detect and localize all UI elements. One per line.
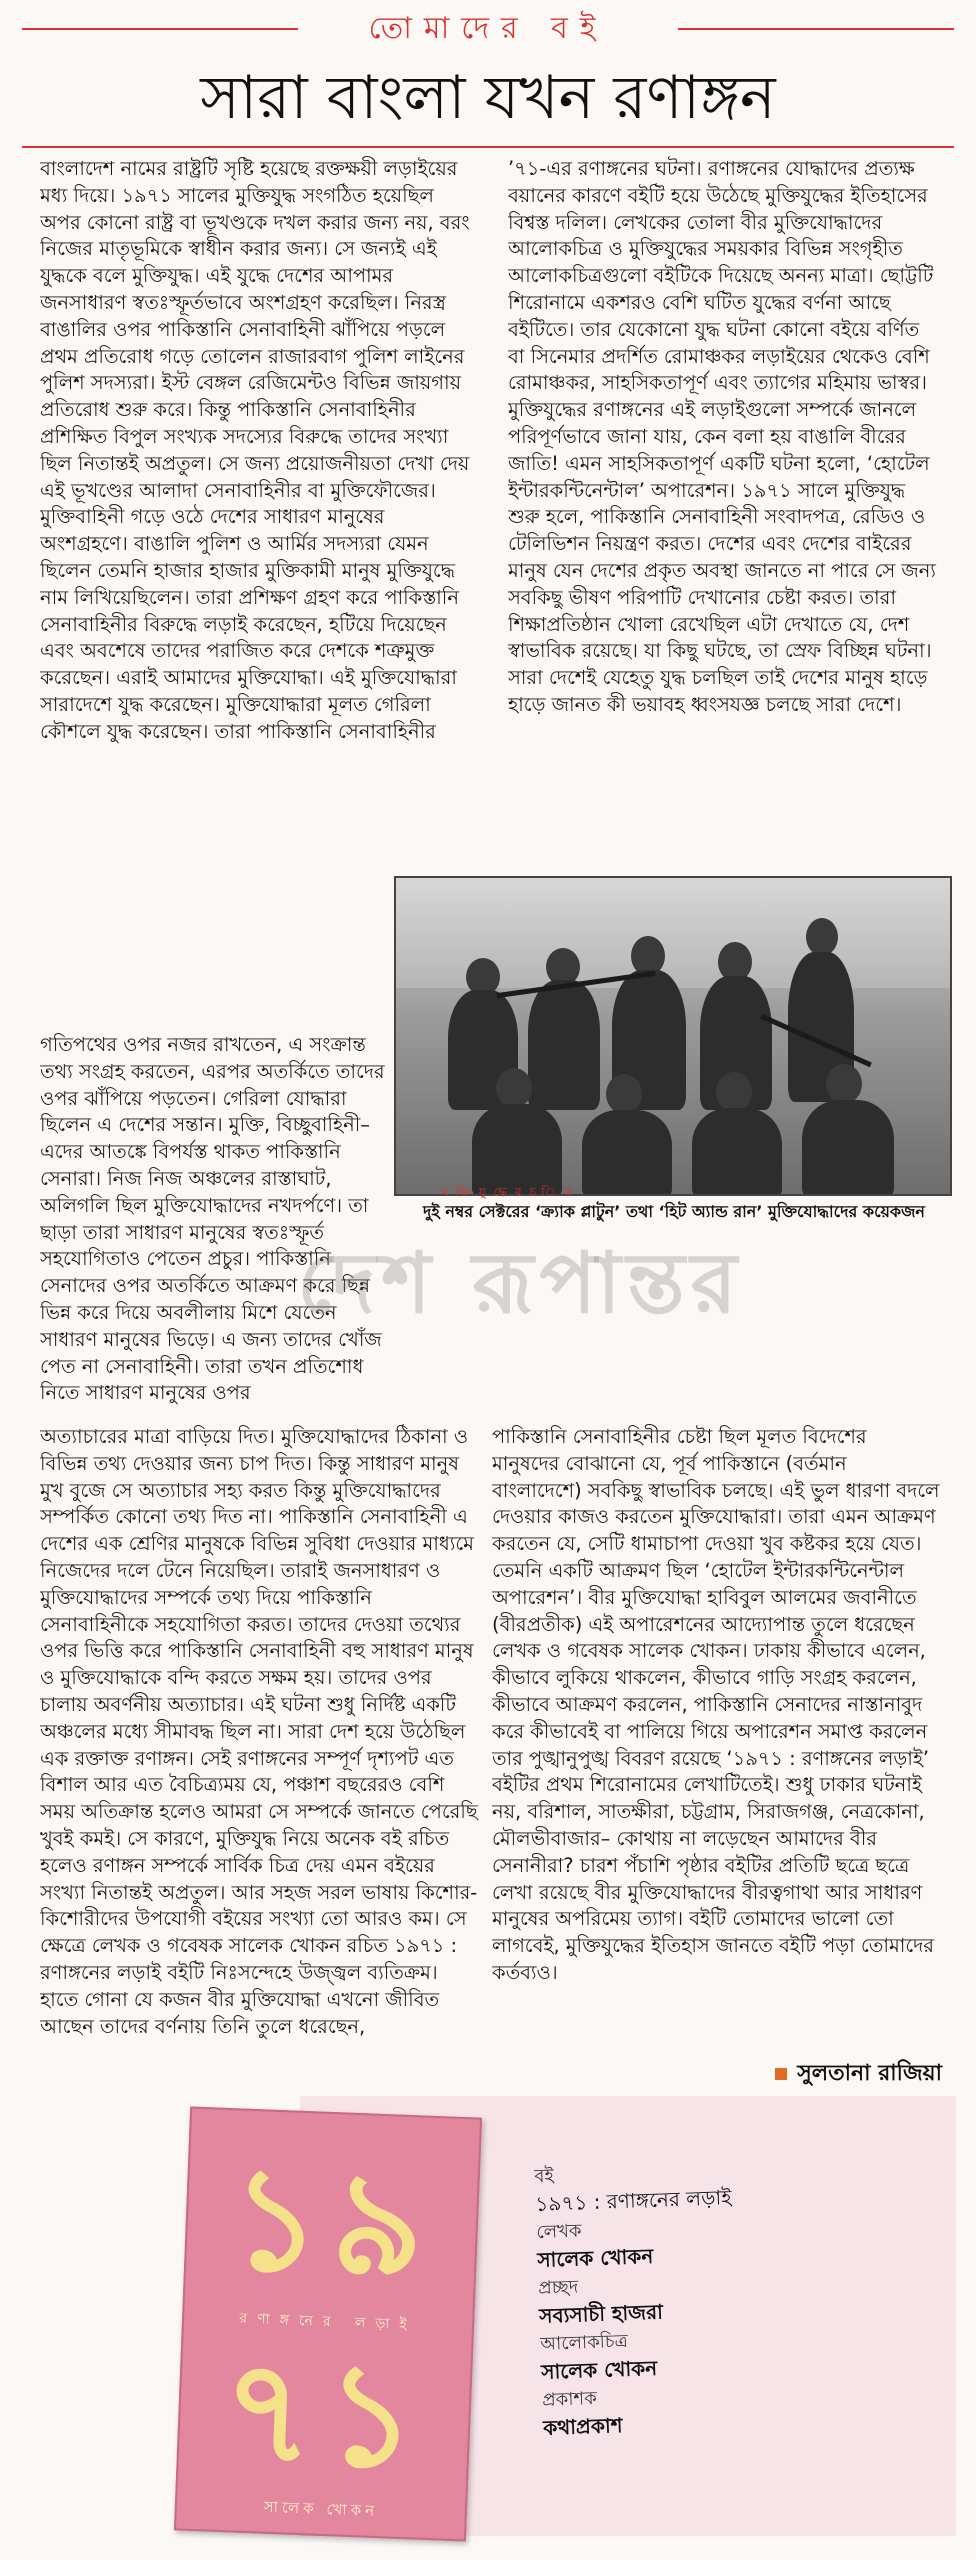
photo-person [716, 1072, 752, 1112]
author-byline [680, 2056, 942, 2093]
watermark: দেশ রূপান্তর [297, 1233, 743, 1332]
headline-rule [22, 146, 954, 148]
photo-person [606, 1074, 642, 1114]
book-photographer: সালেক খোকন [540, 2355, 658, 2384]
publisher-label: প্রকাশক [541, 2387, 598, 2411]
book-author: সালেক খোকন [536, 2243, 654, 2272]
photo-person [472, 1104, 562, 1196]
cover-subtitle: রণাঙ্গনের লড়াই [239, 2310, 418, 2334]
photo-person [826, 1064, 862, 1104]
article-paragraph: গতিপথের ওপর নজর রাখতেন, এ সংক্রান্ত তথ্য সংগ্রহ করতেন, এরপর অতর্কিতে তাদের ওপর ঝাঁপিয়ে পড়তেন। গেরিলা যোদ্ধারা ছিলেন এ দেশের সন্তান। মুক্তি, বিচ্ছুবাহিনী– এদের আতঙ্কে বিপর্যস্ত থাকত পাকিস্তানি সেনারা। নিজ নিজ অঞ্চলের রাস্তাঘাট, অলিগলি ছিল মুক্তিযোদ্ধাদের নখদর্পণে। তা ছাড়া তারা সাধারণ মানুষের স্বতঃস্ফূর্ত সহযোগিতাও পেতেন প্রচুর। পাকিস্তানি সেনাদের ওপর অতর্কিতে আক্রমণ করে ছিন্ন ভিন্ন করে দিয়ে অবলীলায় মিশে যেতেন সাধারণ মানুষের ভিড়ে। এ জন্য তাদের খোঁজ পেত না সেনাবাহিনী। তারা তখন প্রতিশোধ নিতে সাধারণ মানুষের ওপর [40, 1033, 385, 1405]
book-cover [174, 2107, 482, 2542]
article-paragraph: অত্যাচারের মাত্রা বাড়িয়ে দিত। মুক্তিযোদ্ধাদের ঠিকানা ও বিভিন্ন তথ্য দেওয়ার জন্য চাপ দিত। কিন্তু সাধারণ মানুষ মুখ বুজে সে অত্যাচার সহ্য করত কিন্তু মুক্তিযোদ্ধাদের সম্পর্কিত কোনো তথ্য দিত না। পাকিস্তানি সেনাবাহিনী এ দেশের এক শ্রেণির মানুষকে বিভিন্ন সুবিধা দেওয়ার মাধ্যমে নিজেদের দলে টেনে নিয়েছিল। তারাই জনসাধারণ ও মুক্তিযোদ্ধাদের সম্পর্কে তথ্য দিয়ে পাকিস্তানি সেনাবাহিনীকে সহযোগিতা করত। তাদের দেওয়া তথ্যের ওপর ভিত্তি করে পাকিস্তানি সেনাবাহিনী বহু সাধারণ মানুষ ও মুক্তিযোদ্ধাকে বন্দি করতে সক্ষম হয়। তাদের ওপর চালায় অবর্ণনীয় অত্যাচার। এই ঘটনা শুধু নির্দিষ্ট একটি অঞ্চলের মধ্যে সীমাবদ্ধ ছিল না। সারা দেশ হয়ে উঠেছিল এক রক্তাক্ত রণাঙ্গন। সেই রণাঙ্গনের সম্পূর্ণ দৃশ্যপট এত বিশাল আর এত বৈচিত্র্যময় যে, পঞ্চাশ বছরেরও বেশি সময় অতিক্রান্ত হলেও আমরা সে সম্পর্কে জানতে পেরেছি খুবই কমই। সে কারণে, মুক্তিযুদ্ধ নিয়ে অনেক বই রচিত হলেও রণাঙ্গন সম্পর্কে সার্বিক চিত্র দেয় এমন বইয়ের সংখ্যা নিতান্তই অপ্রতুল। আর সহজ সরল ভাষায় কিশোর-কিশোরীদের উপযোগী বইয়ের সংখ্যা তো আরও কম। সে ক্ষেত্রে লেখক ও গবেষক সালেক খোকন রচিত ১৯৭১ : রণাঙ্গনের লড়াই বইটি নিঃসন্দেহে উজ্জ্বল ব্যতিক্রম। হাতে গোনা যে কজন বীর মুক্তিযোদ্ধা এখনো জীবিত আছেন তাদের বর্ণনায় তিনি তুলে ধরেছেন, [40, 1425, 478, 2038]
article-paragraph: পাকিস্তানি সেনাবাহিনীর চেষ্টা ছিল মূলত বিদেশের মানুষদের বোঝানো যে, পূর্ব পাকিস্তানে (বর্তমান বাংলাদেশে) সবকিছু স্বাভাবিক চলছে। এই ভুল ধারণা বদলে দেওয়ার কাজও করতেন মুক্তিযোদ্ধারা। তারা এমন আক্রমণ করতেন যে, সেটি ধামাচাপা দেওয়া খুব কষ্টকর হয়ে যেত। তেমনি একটি আক্রমণ ছিল ‘হোটেল ইন্টারকন্টিনেন্টাল অপারেশন’। বীর মুক্তিযোদ্ধা হাবিবুল আলমের জবানীতে (বীরপ্রতীক) এই অপারেশনের আদ্যোপান্ত তুলে ধরেছেন লেখক ও গবেষক সালেক খোকন। ঢাকায় কীভাবে এলেন, কীভাবে লুকিয়ে থাকলেন, কীভাবে গাড়ি সংগ্রহ করলেন, কীভাবে আক্রমণ করলেন, পাকিস্তানি সেনাদের নাস্তানাবুদ করে কীভাবেই বা পালিয়ে গিয়ে অপারেশন সমাপ্ত করলেন তার পুঙ্খানুপুঙ্খ বিবরণ রয়েছে ‘১৯৭১ : রণাঙ্গনের লড়াই’ বইটির প্রথম শিরোনামের লেখাটিতেই। শুধু ঢাকার ঘটনাই নয়, বরিশাল, সাতক্ষীরা, চট্টগ্রাম, সিরাজগঞ্জ, নেত্রকোনা, মৌলভীবাজার– কোথায় না লড়েছেন আমাদের বীর সেনানীরা? চারশ পঁচাশি পৃষ্ঠার বইটির প্রতিটি ছত্রে ছত্রে লেখা রয়েছে বীর মুক্তিযোদ্ধাদের বীরত্বগাথা আর সাধারণ মানুষের অপরিমেয় ত্যাগ। বইটি তোমাদের ভালো তো লাগবেই, মুক্তিযুদ্ধের ইতিহাস জানতে বইটি পড়া তোমাদের কর্তব্যও। [492, 1425, 940, 1984]
article-column-2-bottom [492, 1424, 940, 2049]
freedom-fighters-photo [394, 876, 952, 1196]
photography-label: আলোকচিত্র [539, 2330, 629, 2355]
book-label: বই [534, 2165, 555, 2187]
photo-caption: দুই নম্বর সেক্টরের ‘ক্র্যাক প্লাটুন’ তথা ‘হিট অ্যান্ড রান’ মুক্তিযোদ্ধাদের কয়েকজন [423, 1202, 925, 1221]
section-rule-right [678, 28, 954, 30]
photo-person [496, 1068, 532, 1108]
photo-credit: ম ক্তি যু দ্ধে র চ ি ত্র [441, 1185, 575, 1199]
photo-person [802, 1100, 894, 1196]
section-rule-left [22, 28, 298, 30]
book-title: ১৯৭১ : রণাঙ্গনের লড়াই [534, 2185, 732, 2216]
book-details [534, 2154, 844, 2444]
photo-person [692, 1108, 782, 1196]
cover-author: সালেক খোকন [263, 2497, 379, 2521]
photo-person [806, 918, 838, 956]
author-label: লেখক [536, 2220, 582, 2243]
cover-numerals-bottom: ৭১ [219, 2327, 430, 2501]
author-marker-icon [775, 2068, 787, 2080]
article-paragraph: ’৭১-এর রণাঙ্গনের ঘটনা। রণাঙ্গনের যোদ্ধাদের প্রত্যক্ষ বয়ানের কারণে বইটি হয়ে উঠেছে মুক্তিযুদ্ধের ইতিহাসের বিশ্বস্ত দলিল। লেখকের তোলা বীর মুক্তিযোদ্ধাদের আলোকচিত্র ও মুক্তিযুদ্ধের সময়কার বিভিন্ন সংগৃহীত আলোকচিত্রগুলো বইটিকে দিয়েছে অনন্য মাত্রা। ছোট্টটি শিরোনামে একশরও বেশি ঘটিত যুদ্ধের বর্ণনা আছে বইটিতে। তার যেকোনো যুদ্ধ ঘটনা কোনো বইয়ে বর্ণিত বা সিনেমার প্রদর্শিত রোমাঞ্চকর লড়াইয়ের থেকেও বেশি রোমাঞ্চকর, সাহসিকতাপূর্ণ এবং ত্যাগের মহিমায় ভাস্বর। মুক্তিযুদ্ধের রণাঙ্গনের এই লড়াইগুলো সম্পর্কে জানলে পরিপূর্ণভাবে জানা যায়, কেন বলা হয় বাঙালি বীরের জাতি! এমন সাহসিকতাপূর্ণ একটি ঘটনা হলো, ‘হোটেল ইন্টারকন্টিনেন্টাল’ অপারেশন। ১৯৭১ সালে মুক্তিযুদ্ধ শুরু হলে, পাকিস্তানি সেনাবাহিনী সংবাদপত্র, রেডিও ও টেলিভিশন নিয়ন্ত্রণ করত। দেশের এবং দেশের বাইরের মানুষ যেন দেশের প্রকৃত অবস্থা জানতে না পারে সে জন্য সবকিছু ভীষণ পরিপাটি দেখানোর চেষ্টা করত। তারা শিক্ষাপ্রতিষ্ঠান খোলা রেখেছিল এটা দেখাতে যে, দেশ স্বাভাবিক রয়েছে। যা কিছু ঘটছে, তা স্রেফ বিচ্ছিন্ন ঘটনা। সারা দেশেই যেহেতু যুদ্ধ চলছিল তাই দেশের মানুষ হাড়ে হাড়ে জানত কী ভয়াবহ ধ্বংসযজ্ঞ চলছে সারা দেশে। [508, 157, 936, 716]
section-label: তোমাদের বই [368, 11, 608, 46]
article-column-2-top [508, 156, 940, 876]
book-publisher: কথাপ্রকাশ [542, 2413, 623, 2440]
book-cover-artist: সব্যসাচী হাজরা [538, 2299, 664, 2328]
cover-artist-label: প্রচ্ছদ [537, 2276, 579, 2299]
photo-person [528, 980, 600, 1110]
cover-numerals-top: ১৯ [226, 2135, 438, 2309]
page-title: সারা বাংলা যখন রণাঙ্গন [200, 63, 776, 133]
article-column-1-bottom [40, 1424, 480, 2109]
author-name: সুলতানা রাজিয়া [797, 2061, 942, 2086]
section-band [22, 12, 954, 46]
article-paragraph: বাংলাদেশ নামের রাষ্ট্রটি সৃষ্টি হয়েছে রক্তক্ষয়ী লড়াইয়ের মধ্য দিয়ে। ১৯৭১ সালের মুক্তিযুদ্ধ সংগঠিত হয়েছিল অপর কোনো রাষ্ট্র বা ভূখণ্ডকে দখল করার জন্য নয়, বরং নিজের মাতৃভূমিকে স্বাধীন করার জন্য। সে জন্যই এই যুদ্ধকে বলে মুক্তিযুদ্ধ। এই যুদ্ধে দেশের আপামর জনসাধারণ স্বতঃস্ফূর্তভাবে অংশগ্রহণ করেছিল। নিরস্ত্র বাঙালির ওপর পাকিস্তানি সেনাবাহিনী ঝাঁপিয়ে পড়লে প্রথম প্রতিরোধ গড়ে তোলেন রাজারবাগ পুলিশ লাইনের পুলিশ সদস্যরা। ইস্ট বেঙ্গল রেজিমেন্টও বিভিন্ন জায়গায় প্রতিরোধ শুরু করে। কিন্তু পাকিস্তানি সেনাবাহিনীর প্রশিক্ষিত বিপুল সংখ্যক সদস্যের বিরুদ্ধে তাদের সংখ্যা ছিল নিতান্তই অপ্রতুল। সে জন্য প্রয়োজনীয়তা দেখা দেয় এই ভূখণ্ডের আলাদা সেনাবাহিনীর বা মুক্তিফৌজের। মুক্তিবাহিনী গড়ে ওঠে দেশের সাধারণ মানুষের অংশগ্রহণে। বাঙালি পুলিশ ও আর্মির সদস্যরা যেমন ছিলেন তেমনি হাজার হাজার মুক্তিকামী মানুষ মুক্তিযুদ্ধে নাম লিখিয়েছিলেন। তারা প্রশিক্ষণ গ্রহণ করে পাকিস্তানি সেনাবাহিনীর বিরুদ্ধে লড়াই করেছেন, হটিয়ে দিয়েছেন এবং অবশেষে তাদের পরাজিত করে দেশকে শত্রুমুক্ত করেছেন। এরাই আমাদের মুক্তিযোদ্ধা। এই মুক্তিযোদ্ধারা সারাদেশে যুদ্ধ করেছেন। মুক্তিযোদ্ধারা মূলত গেরিলা কৌশলে যুদ্ধ করেছেন। তারা পাকিস্তানি সেনাবাহিনীর [40, 157, 470, 743]
